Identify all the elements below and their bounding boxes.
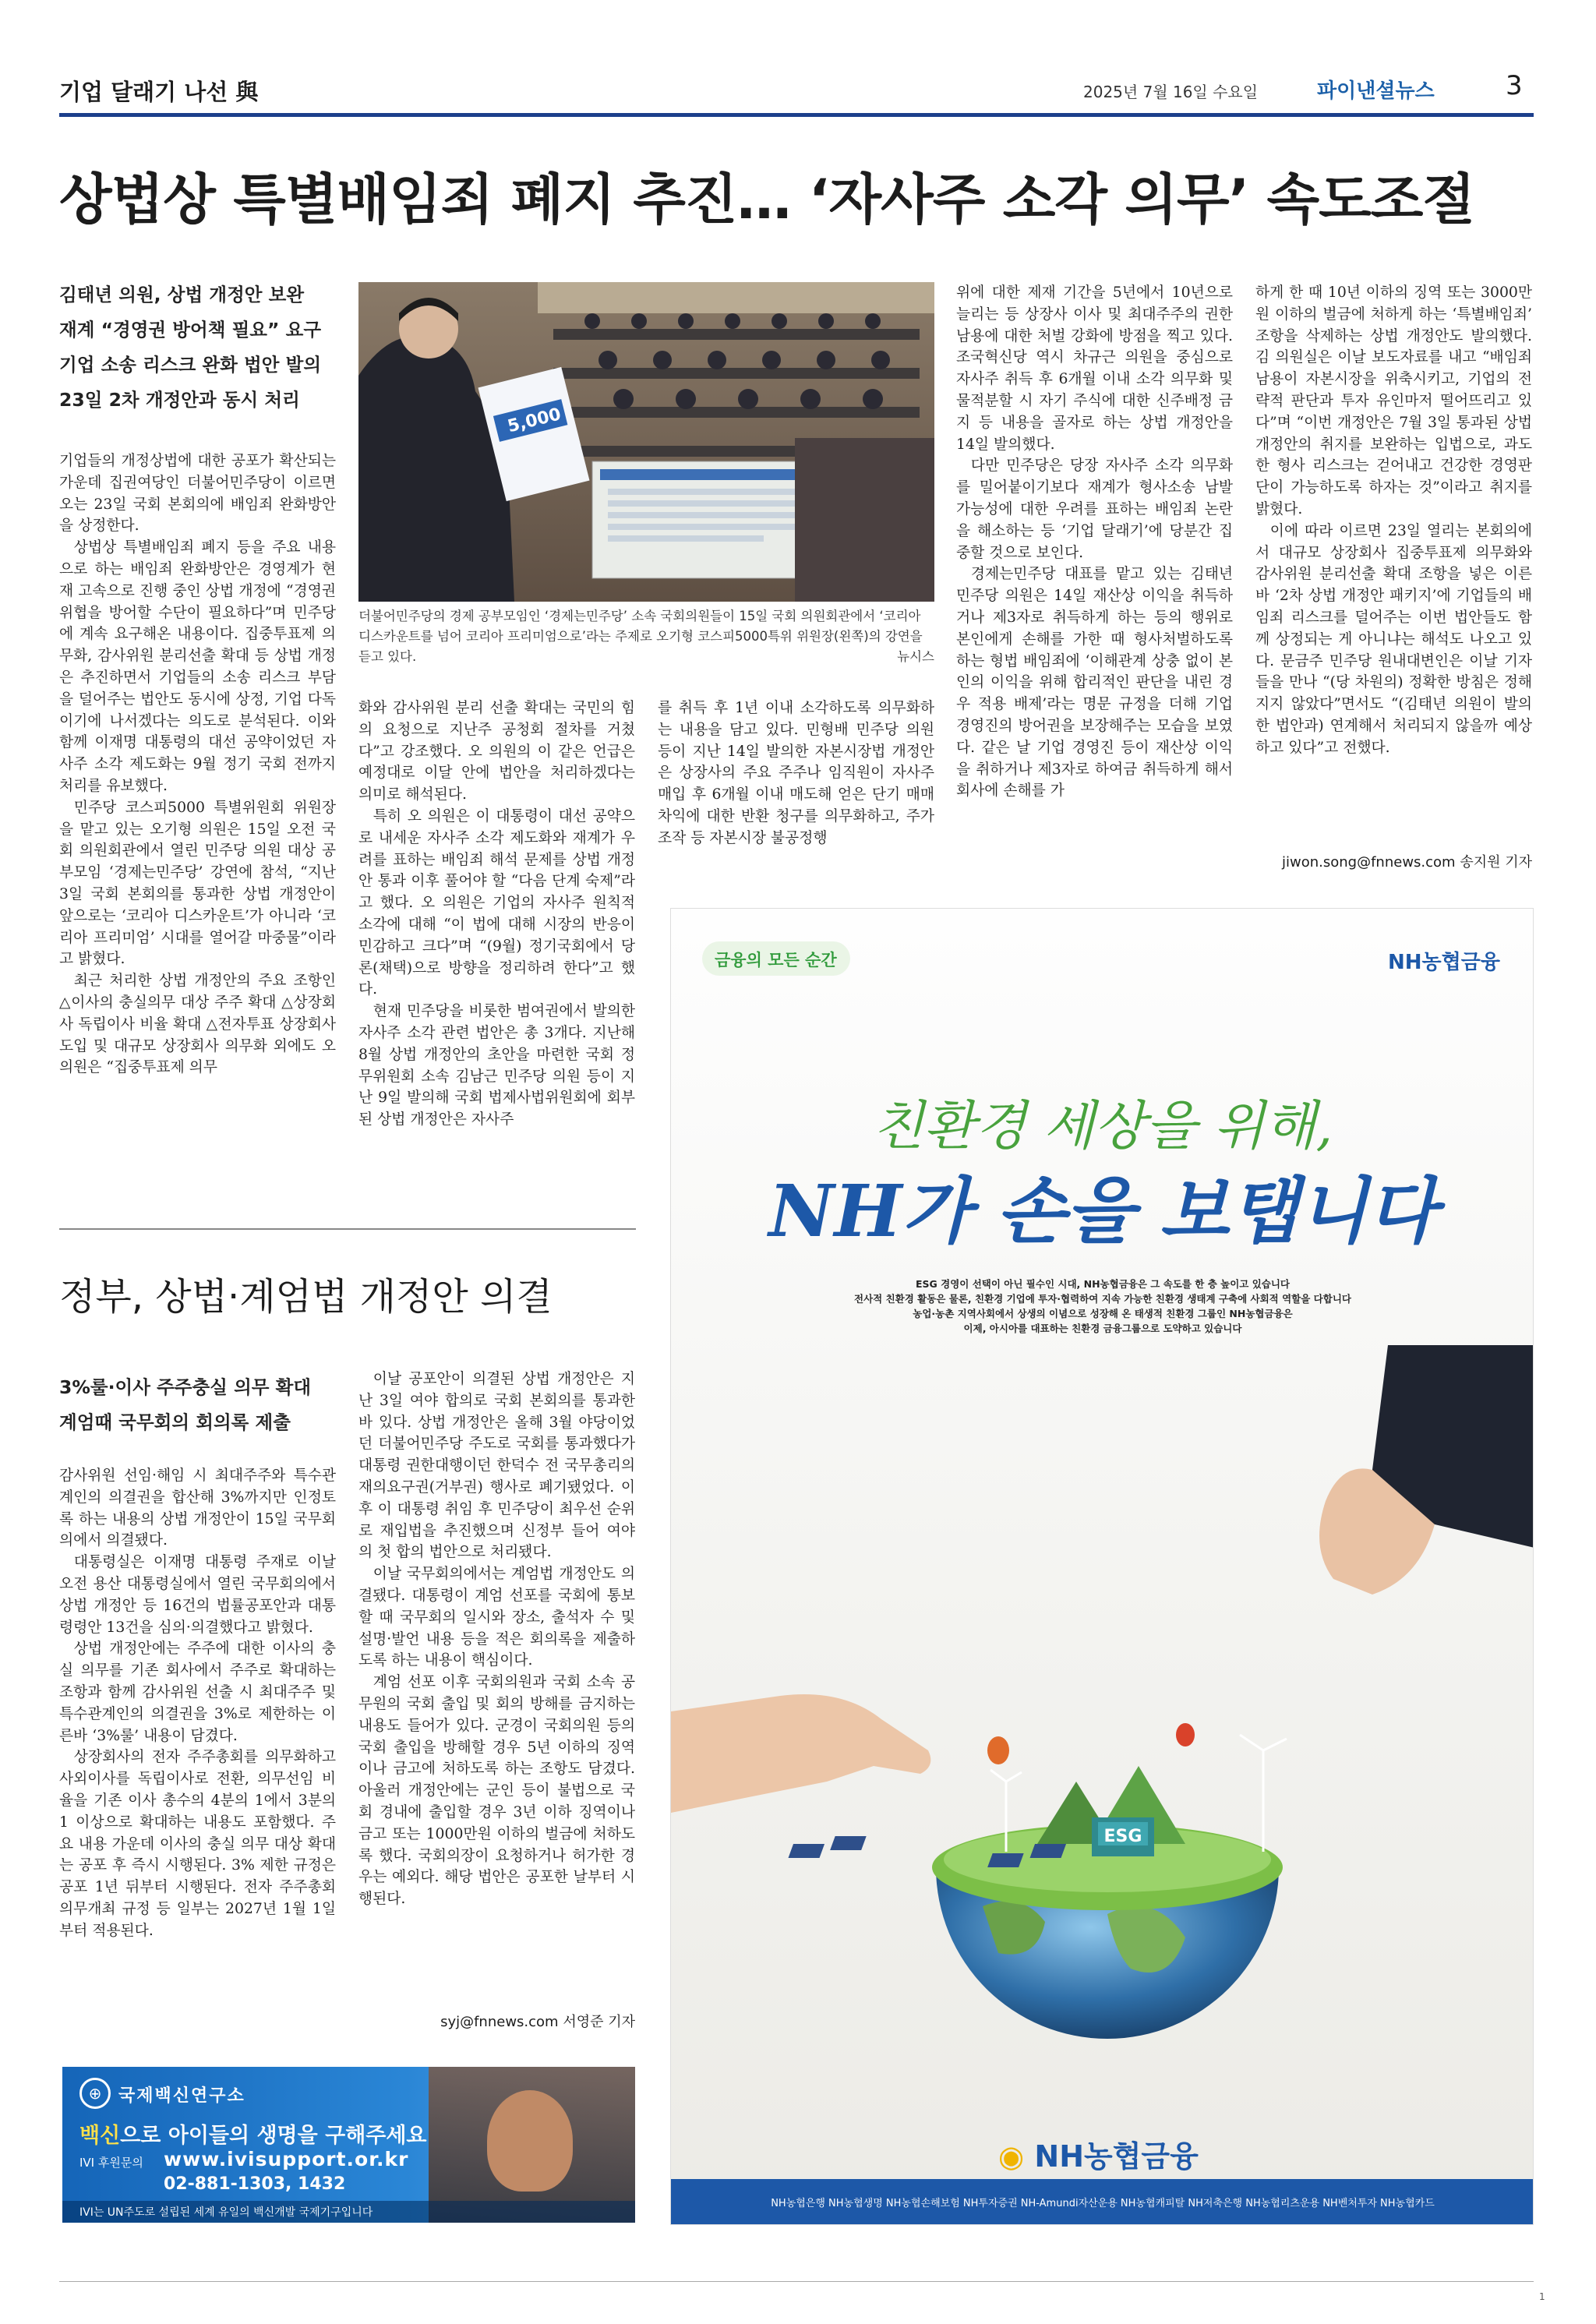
article-divider — [59, 1228, 636, 1230]
nh-body-line: ESG 경영이 선택이 아닌 필수인 시대, NH농협금융은 그 속도를 한 층 높이고 있습니다 — [915, 1278, 1291, 1290]
subhead-line: 계엄때 국무회의 회의록 제출 — [59, 1411, 291, 1433]
paragraph: 감사위원 선임·해임 시 최대주주와 특수관계인의 의결권을 합산해 3%까지만 인정토록 하는 내용의 상법 개정안이 15일 국무회의에서 의결됐다. — [59, 1468, 336, 1549]
nh-body-line: 이제, 아시아를 대표하는 친환경 금융그룹으로 도약하고 있습니다 — [963, 1323, 1242, 1334]
subhead-line: 김태년 의원, 상법 개정안 보완 — [59, 284, 305, 306]
lecture-photo-illustration — [358, 282, 934, 602]
paragraph: 이날 국무회의에서는 계엄법 개정안도 의결됐다. 대통령이 계엄 선포를 국회에 통보할 때 국무회의 일시와 장소, 출석자 수 및 설명·발언 내용 등을 적은 회의록을 제출하도록 하는 내용이 핵심이다. — [358, 1566, 635, 1669]
paragraph: 상법 개정안에는 주주에 대한 이사의 충실 의무를 기존 회사에서 주주로 확대하는 조항과 함께 감사위원 선출 시 최대주주 및 특수관계인의 의결권을 3%로 제한하는 이른바 ‘3%룰’ 내용이 담겼다. — [59, 1641, 336, 1744]
paragraph: 기업들의 개정상법에 대한 공포가 확산되는 가운데 집권여당인 더불어민주당이 이르면 오는 23일 국회 본회의에 배임죄 완화방안을 상정한다. — [59, 453, 336, 535]
page-number: 3 — [1506, 70, 1523, 101]
paragraph: 대통령실은 이재명 대통령 주재로 이날 오전 용산 대통령실에서 열린 국무회의에서 상법 개정안 등 16건의 법률공포안과 대통령령안 13건을 심의·의결했다고 밝혔다. — [59, 1554, 336, 1636]
slogan-rest: 으로 아이들의 생명을 구해주세요 — [120, 2124, 427, 2148]
esg-sign: ESG — [1103, 1827, 1142, 1846]
article1-column-2 — [358, 698, 635, 1131]
paragraph: 특히 오 의원은 이 대통령이 대선 공약으로 내세운 자사주 소각 제도화와 재계가 우려를 표하는 배임죄 해석 문제를 상법 개정안 통과 이후 풀어야 할 “다음 단계 숙제”라고 했다. 오 의원은 기업의 자사주 원칙적 소각에 대해 “이 법에 대해 시장의 반응이 민감하고 크다”며 “(9월) 정기국회에서 당론(채택)으로 방향을 정리하려 한다”고 했다. — [358, 807, 635, 998]
nh-headline-2: NH가 손을 보탭니다 — [768, 1169, 1437, 1253]
paragraph: 상법상 특별배임죄 폐지 등을 주요 내용으로 하는 배임죄 완화방안은 경영계가 현재 고속으로 진행 중인 상법 개정에 “경영권 위협을 방어할 수단이 필요하다”며 민주당에 계속 요구해온 내용이다. 집중투표제 의무화, 감사위원 분리선출 확대 등 상법 개정은 추진하면서 기업들의 소송 리스크 부담을 덜어주는 법안도 동시에 상정, 기업 다독이기에 나서겠다는 의도로 분석된다. 이와 함께 이재명 대통령의 대선 공약이었던 자사주 소각 제도화는 9월 정기 국회 전까지 처리를 유보했다. — [59, 539, 336, 794]
corner-mark: 1 — [1539, 2291, 1545, 2302]
subhead-line: 기업 소송 리스크 완화 법안 발의 — [59, 354, 322, 376]
paragraph: 상장회사의 전자 주주총회를 의무화하고 사외이사를 독립이사로 전환, 의무선임 비율을 기존 이사 총수의 4분의 1에서 3분의 1 이상으로 확대하는 내용도 포함했다. 주요 내용 가운데 이사의 충실 의무 대상 확대는 공포 후 즉시 시행된다. 3% 제한 규정은 공포 1년 뒤부터 시행된다. 전자 주주총회 의무개최 규정 등 일부는 2027년 1월 1일부터 적용된다. — [59, 1749, 336, 1939]
paragraph: 위에 대한 제재 기간을 5년에서 10년으로 늘리는 등 상장사 이사 및 최대주주의 권한남용에 대한 처벌 강화에 방점을 찍고 있다. 조국혁신당 역시 차규근 의원을 중심으로 자사주 취득 후 6개월 이내 소각 의무화 및 물적분할 시 자기 주식에 대한 신주배정 금지 등 내용을 골자로 하는 상법 개정안을 14일 발의했다. — [956, 284, 1233, 453]
paragraph: 이날 공포안이 의결된 상법 개정안은 지난 3일 여야 합의로 국회 본회의를 통과한 바 있다. 상법 개정안은 올해 3월 야당이었던 더불어민주당 주도로 국회를 통과했다가 대통령 권한대행이던 한덕수 전 국무총리의 재의요구권(거부권) 행사로 폐기됐었다. 이후 이 대통령 취임 후 민주당이 최우선 순위로 재입법을 추진했으며 신정부 들어 여야의 첫 합의 법안으로 처리됐다. — [358, 1371, 635, 1561]
paragraph: 다만 민주당은 당장 자사주 소각 의무화를 밀어붙이기보다 재계가 형사소송 남발 가능성에 대한 우려를 표하는 배임죄 논란을 해소하는 등 ‘기업 달래기’에 당분간 집중할 것으로 보인다. — [956, 457, 1233, 561]
article1-column-3 — [658, 698, 934, 849]
ivi-footer: IVI는 UN주도로 설립된 세계 유일의 백신개발 국제기구입니다 — [79, 2206, 373, 2219]
paragraph: 이에 따라 이르면 23일 열리는 본회의에서 대규모 상장회사 집중투표제 의무화와 감사위원 분리선출 확대 조항을 넣은 이른바 ‘2차 상법 개정안 패키지’에 기업들의 배임죄 리스크를 덜어주는 이번 법안들도 함께 상정되는 게 아니냐는 해석도 나오고 있다. 문금주 민주당 원내대변인은 이날 기자들을 만나 “(당 차원의) 정확한 방침은 정해지지 않았다”면서도 “(김태년 의원이 발의한 법안과) 연계해서 처리되지 않을까 예상하고 있다”고 전했다. — [1255, 522, 1532, 756]
photo-caption — [358, 606, 934, 667]
footer-rule — [59, 2281, 1534, 2282]
masthead-divider — [59, 113, 1534, 117]
child-face-illustration — [487, 2090, 573, 2192]
subhead-line: 3%룰·이사 주주충실 의무 확대 — [59, 1376, 312, 1398]
paragraph: 현재 민주당을 비롯한 범여권에서 발의한 자사주 소각 관련 법안은 총 3개다. 지난해 8월 상법 개정안의 초안을 마련한 국회 정무위원회 소속 김남근 민주당 의원 등이 지난 9일 발의해 국회 법제사법위원회에 회부된 상법 개정안은 자사주 — [358, 1003, 635, 1128]
article1-byline — [1255, 851, 1532, 871]
article1-column-1 — [59, 450, 336, 1079]
nh-headline-1: 친환경 세상을 위해, — [872, 1096, 1333, 1157]
nh-logo-bottom — [998, 2132, 1199, 2175]
nh-body-copy — [772, 1277, 1433, 1336]
byline-email[interactable]: syj@fnnews.com — [440, 2014, 559, 2030]
paragraph: 를 취득 후 1년 이내 소각하도록 의무화하는 내용을 담고 있다. 민형배 민주당 의원 등이 지난 14일 발의한 자본시장법 개정안은 상장사의 주요 주주나 임직원이 자사주 매입 후 6개월 이내 매도해 얻은 단기 매매차익에 대한 반환 청구를 의무화하고, 주가조작 등 자본시장 불공정행 — [658, 700, 934, 846]
byline-name: 서영준 기자 — [563, 2014, 635, 2030]
ivi-phone: 02-881-1303, 1432 — [164, 2174, 346, 2194]
paragraph: 하게 한 때 10년 이하의 징역 또는 3000만원 이하의 벌금에 처하게 하는 ‘특별배임죄’ 조항을 삭제하는 상법 개정안도 발의했다. 김 의원실은 이날 보도자료를 내고 “배임죄 남용이 자본시장을 위축시키고, 기업의 전략적 판단과 투자 유인마저 떨어뜨리고 있다”며 “이번 개정안은 7월 3일 통과된 상법 개정안의 취지를 보완하는 입법으로, 과도한 형사 리스크는 걷어내고 건강한 경영판단이 가능하도록 하자는 것”이라고 취지를 밝혔다. — [1255, 284, 1532, 517]
main-headline: 상법상 특별배임죄 폐지 추진… ‘자사주 소각 의무’ 속도조절 — [59, 168, 1475, 231]
article2-subheads — [59, 1370, 371, 1440]
paragraph: 계엄 선포 이후 국회의원과 국회 소속 공무원의 국회 출입 및 회의 방해를 금지하는 내용도 들어가 있다. 군경이 국회의원 등의 국회 출입을 방해할 경우 5년 이하의 징역이나 금고에 처하도록 하는 조항도 담겼다. 아울러 개정안에는 군인 등이 불법으로 국회 경내에 출입할 경우 3년 이하 징역이나 금고 또는 1000만원 이하의 벌금에 처하도록 했다. 국회의장이 요청하거나 허가한 경우는 예외다. 해당 법안은 공포한 날부터 시행된다. — [358, 1674, 635, 1908]
ivi-org-name: 국제백신연구소 — [118, 2086, 245, 2106]
nh-brand-name: NH농협금융 — [1034, 2139, 1199, 2174]
byline-email[interactable]: jiwon.song@fnnews.com — [1282, 854, 1456, 871]
article2-byline — [358, 2011, 635, 2031]
ivi-slogan — [79, 2118, 427, 2149]
ivi-site-label: IVI 후원문의 — [79, 2156, 143, 2170]
slogan-highlight: 백신 — [79, 2124, 121, 2148]
article2-column-2 — [358, 1369, 635, 1910]
article2-column-1 — [59, 1465, 336, 1942]
subhead-line: 재계 “경영권 방어책 필요” 요구 — [59, 319, 322, 341]
article2-headline: 정부, 상법·계엄법 개정안 의결 — [59, 1275, 553, 1319]
earth-hands-illustration — [671, 1345, 1534, 2124]
nh-emblem-icon: ◉ — [998, 2139, 1025, 2174]
article1-column-5 — [1255, 282, 1532, 759]
subhead-line: 23일 2차 개정안과 동시 처리 — [59, 389, 300, 411]
paragraph: 최근 처리한 상법 개정안의 주요 조항인 △이사의 충실의무 대상 주주 확대 △상장회사 독립이사 비율 확대 △전자투표 상장회사 도입 및 대규모 상장회사 의무화 외에도 오 의원은 “집중투표제 의무 — [59, 973, 336, 1076]
section-title: 기업 달래기 나선 與 — [59, 79, 259, 105]
news-photo — [358, 282, 934, 602]
nh-tagline: 금융의 모든 순간 — [715, 951, 837, 970]
slide-text: 5,000 — [505, 404, 563, 437]
issue-date: 2025년 7월 16일 수요일 — [1083, 83, 1259, 101]
paragraph: 경제는민주당 대표를 맡고 있는 김태년 민주당 의원은 14일 재산상 이익을 취득하거나 제3자로 취득하게 하는 등의 행위로 본인에게 손해를 가한 때 형사처벌하도록 하는 형법 배임죄에 ‘이해관계 상충 없이 본인의 이익을 위해 합리적인 판단을 내린 경우 적용 배제’라는 명문 규정을 더해 기업 경영진의 방어권을 보장해주는 모습을 보였다. 같은 날 기업 경영진 등이 재산상 이익을 취하거나 제3자로 하여금 취득하게 해서 회사에 손해를 가 — [956, 566, 1233, 800]
paragraph: 화와 감사위원 분리 선출 확대는 국민의 힘의 요청으로 지난주 공청회 절차를 거쳤다”고 강조했다. 오 의원의 이 같은 언급은 예정대로 이달 안에 법안을 처리하겠다는 의미로 해석된다. — [358, 700, 635, 804]
article1-column-4 — [956, 282, 1233, 802]
ivi-website-link[interactable]: www.ivisupport.or.kr — [164, 2148, 409, 2170]
caption-text: 더불어민주당의 경제 공부모임인 ‘경제는민주당’ 소속 국회의원들이 15일 국회 의원회관에서 ‘코리아 디스카운트를 넘어 코리아 프리미엄으로’라는 주제로 오기형 코스피5000특위 위원장(왼쪽)의 강연을 듣고 있다. — [358, 609, 923, 664]
nh-body-line: 농업·농촌 지역사회에서 상생의 이념으로 성장해 온 태생적 친환경 그룹인 NH농협금융은 — [913, 1308, 1293, 1319]
paragraph: 민주당 코스피5000 특별위원회 위원장을 맡고 있는 오기형 의원은 15일 오전 국회 의원회관에서 열린 민주당 의원 대상 공부모임 ‘경제는민주당’ 강연에 참석, “지난 3일 국회 본회의를 통과한 상법 개정안이 앞으로는 ‘코리아 디스카운트’가 아니라 ‘코리아 프리미엄’ 시대를 열어갈 마중물”이라고 밝혔다. — [59, 799, 336, 968]
nh-logo-top: NH농협금융 — [1388, 951, 1500, 974]
nh-affiliates: NH농협은행 NH농협생명 NH농협손해보험 NH투자증권 NH-Amundi자산운용 NH농협캐피탈 NH저축은행 NH농협리츠운용 NH벤처투자 NH농협카드 — [771, 2198, 1435, 2209]
article1-subheads — [59, 277, 371, 418]
nh-body-line: 전사적 친환경 활동은 물론, 친환경 기업에 투자·협력하여 지속 가능한 친환경 생태계 구축에 사회적 역할을 다합니다 — [854, 1293, 1351, 1305]
ivi-logo-icon: ⊕ — [79, 2078, 111, 2109]
newspaper-logo: 파이낸셜뉴스 — [1317, 79, 1435, 103]
byline-name: 송지원 기자 — [1460, 854, 1532, 871]
nh-advertisement[interactable] — [670, 908, 1534, 2225]
ivi-advertisement[interactable] — [62, 2067, 635, 2223]
photo-credit: 뉴시스 — [897, 649, 934, 664]
